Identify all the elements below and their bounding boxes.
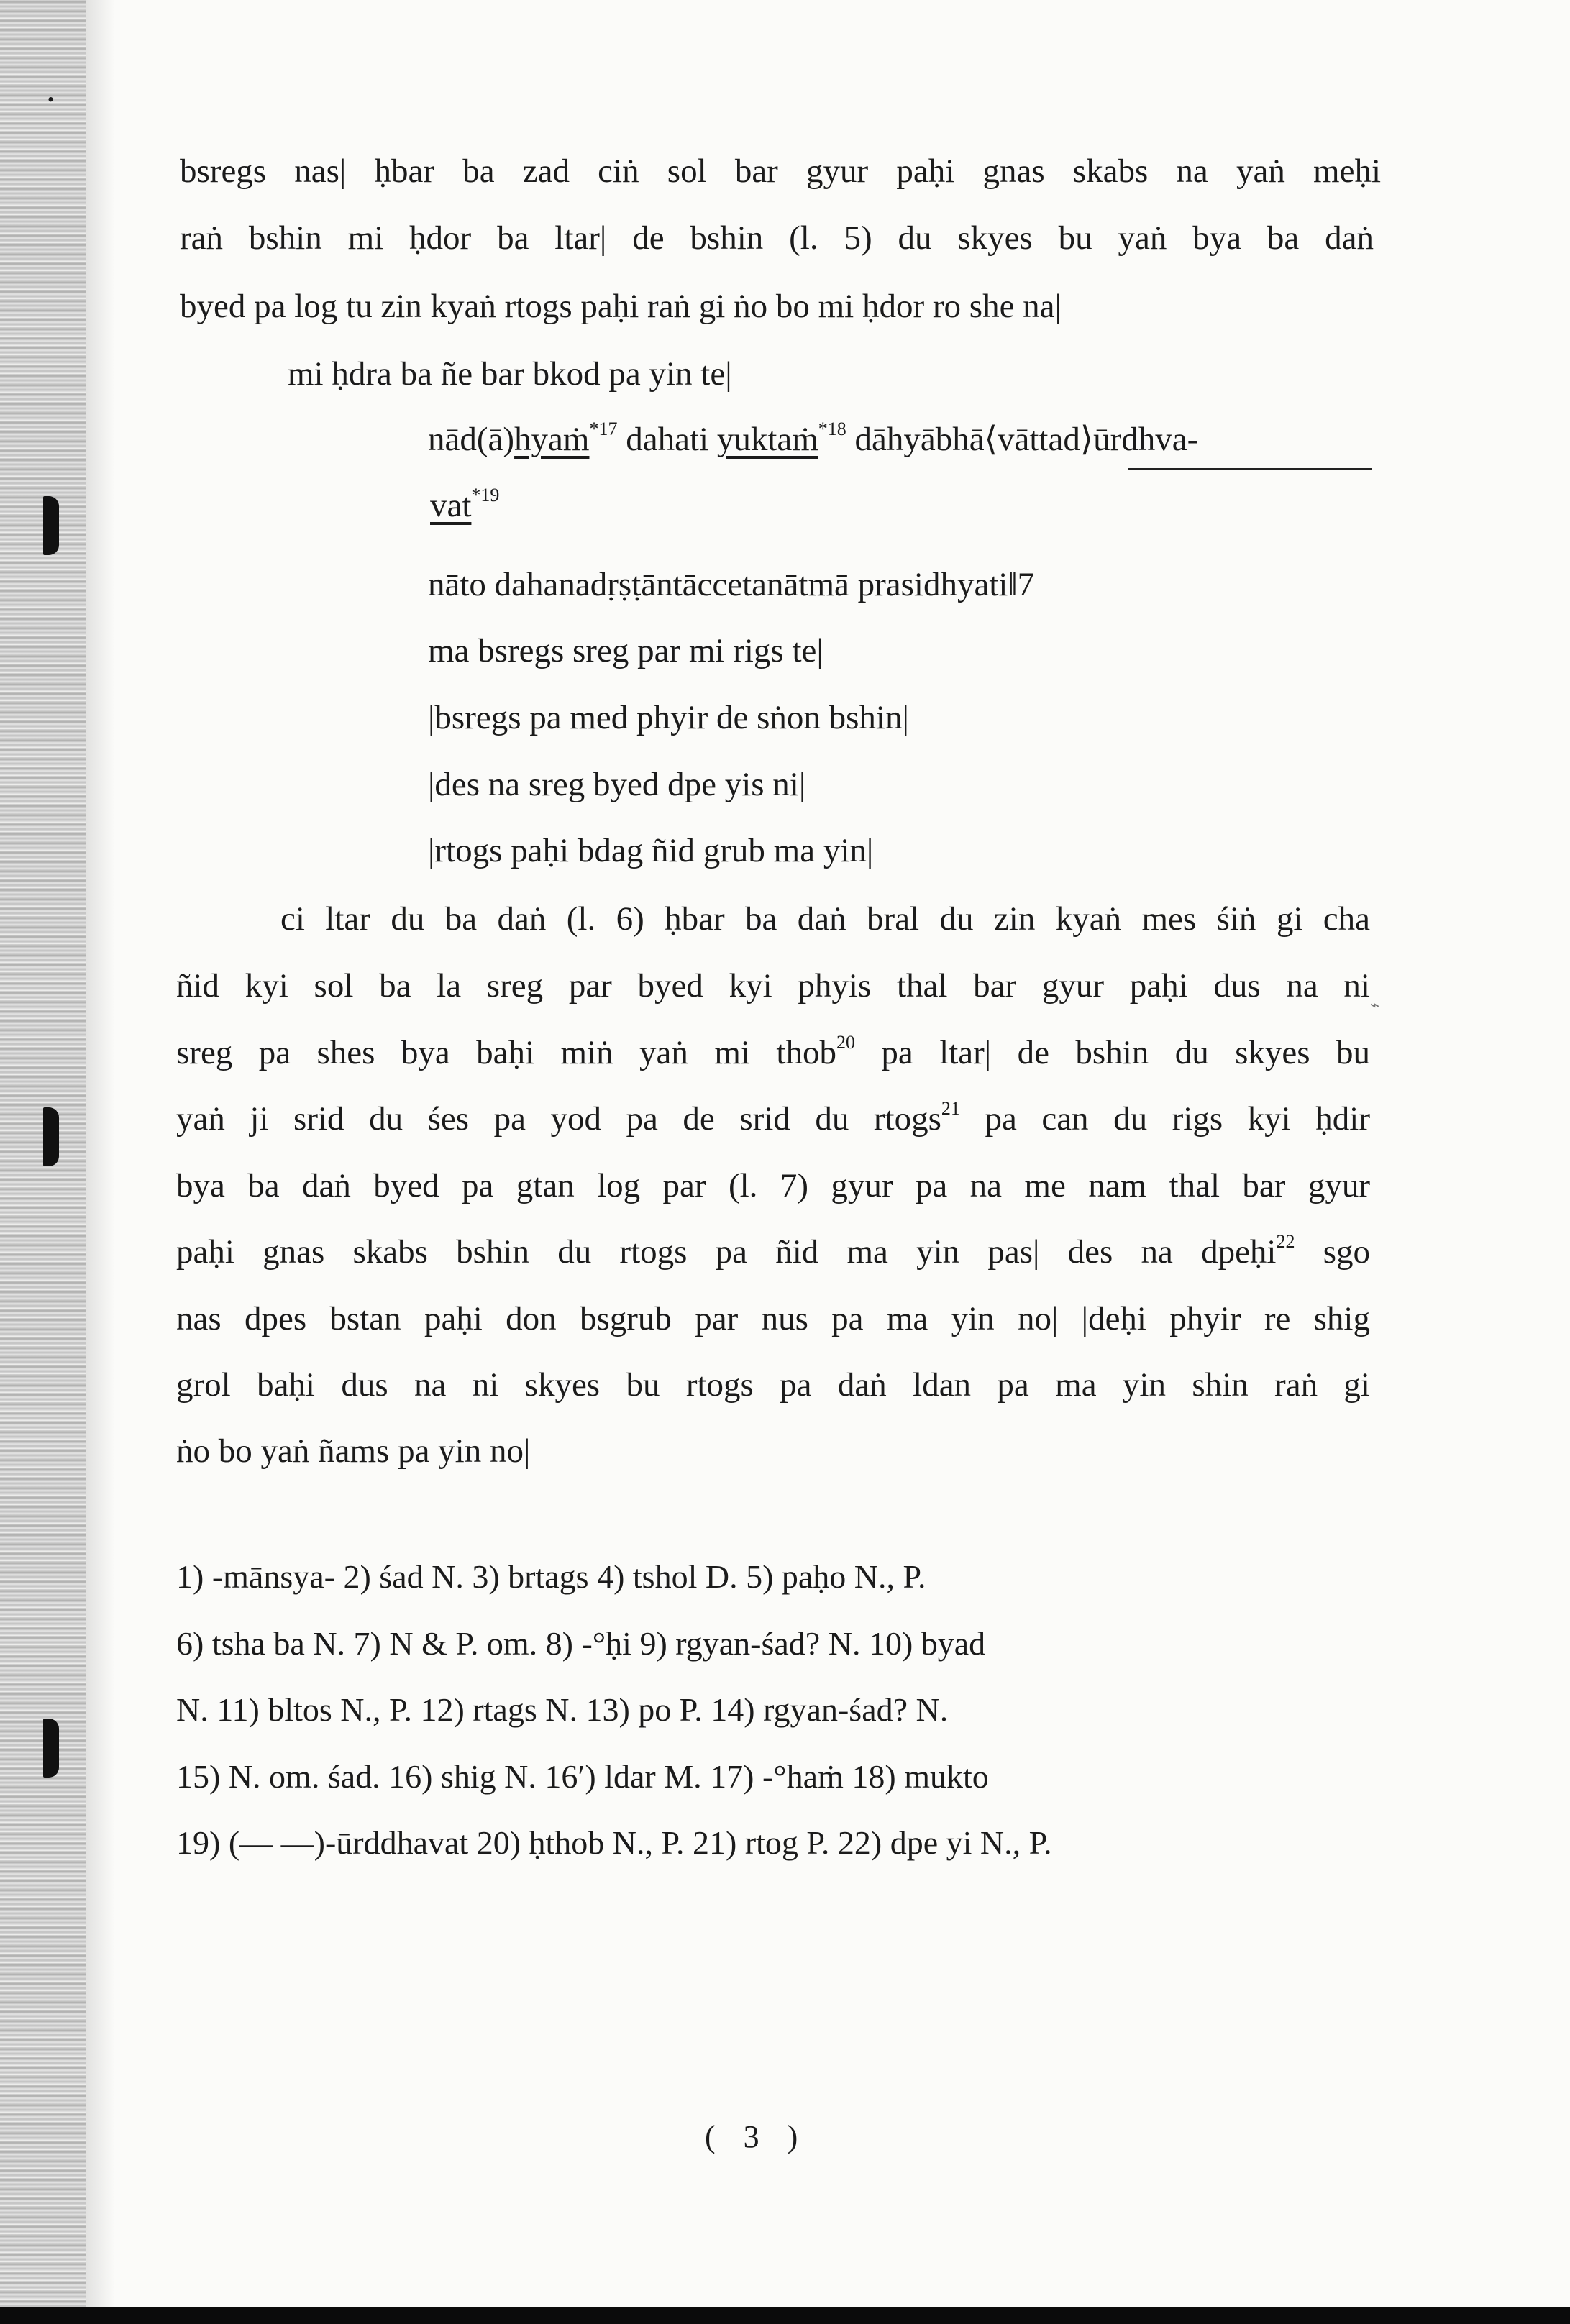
page-number: ( 3 ) xyxy=(705,2119,808,2154)
scan-speck: ⌁ xyxy=(1370,996,1380,1014)
text-span: sgo xyxy=(1295,1233,1371,1271)
underlined-term: vat xyxy=(430,487,472,524)
text-line: bsregs nas| ḥbar ba zad ciṅ sol bar gyur paḥi gnas skabs na yaṅ meḥi xyxy=(180,152,1381,190)
text-span: pa ltar| de bshin du skyes bu xyxy=(854,1034,1370,1071)
text-line: byed pa log tu zin kyaṅ rtogs paḥi raṅ gi ṅo bo mi ḥdor ro she na| xyxy=(180,288,1062,325)
verse-line: |des na sreg byed dpe yis ni| xyxy=(428,766,806,803)
footnote-marker: 21 xyxy=(941,1098,960,1119)
footnote-line: 15) N. om. śad. 16) shig N. 16′) ldar M. 17) -°haṁ 18) mukto xyxy=(176,1758,989,1795)
footnote-marker: *19 xyxy=(471,485,500,505)
verse-segment: nād xyxy=(428,421,477,458)
text-line xyxy=(176,1231,1371,1271)
verse-line: |rtogs paḥi bdag ñid grub ma yin| xyxy=(428,832,874,869)
verse-segment: dāhyābhā xyxy=(846,421,985,458)
binding-shadow xyxy=(86,0,115,2324)
verse-line: |bsregs pa med phyir de sṅon bshin| xyxy=(428,699,909,736)
text-span: pa can du rigs kyi ḥdir xyxy=(959,1100,1370,1138)
footnote-marker: 20 xyxy=(836,1032,855,1053)
text-line xyxy=(176,1098,1370,1138)
text-line: ci ltar du ba daṅ (l. 6) ḥbar ba daṅ bral du zin kyaṅ mes śiṅ gi cha xyxy=(280,900,1370,938)
verse-line: ma bsregs sreg par mi rigs te| xyxy=(428,632,823,669)
scan-bottom-edge xyxy=(0,2307,1570,2324)
text-line: ñid kyi sol ba la sreg par byed kyi phyis thal bar gyur paḥi dus na ni xyxy=(176,967,1370,1005)
footnote-marker: *17 xyxy=(589,418,618,439)
footnote-marker: 22 xyxy=(1276,1231,1295,1252)
text-span: yaṅ ji srid du śes pa yod pa de srid du rtogs xyxy=(176,1100,941,1138)
footnote-line: 19) (— —)-ūrddhavat 20) ḥthob N., P. 21) rtog P. 22) dpe yi N., P. xyxy=(176,1824,1052,1861)
footnote-line: N. 11) bltos N., P. 12) rtags N. 13) po P. 14) rgyan-śad? N. xyxy=(176,1691,949,1728)
text-span: paḥi gnas skabs bshin du rtogs pa ñid ma yin pas| des na dpeḥi xyxy=(176,1233,1277,1271)
verse-segment: (ā) xyxy=(476,421,515,458)
verse-line-sanskrit xyxy=(430,485,500,524)
footnote-marker: *18 xyxy=(818,418,846,439)
text-line: raṅ bshin mi ḥdor ba ltar| de bshin (l. 5) du skyes bu yaṅ bya ba daṅ xyxy=(180,219,1374,257)
text-line: grol baḥi dus na ni skyes bu rtogs pa daṅ ldan pa ma yin shin raṅ gi xyxy=(176,1366,1370,1404)
text-span: sreg pa shes bya baḥi miṅ yaṅ mi thob xyxy=(176,1034,836,1071)
punch-hole xyxy=(43,1719,59,1778)
underlined-term: yuktaṁ xyxy=(716,421,818,458)
text-line: mi ḥdra ba ñe bar bkod pa yin te| xyxy=(288,355,732,393)
text-line: bya ba daṅ byed pa gtan log par (l. 7) gyur pa na me nam thal bar gyur xyxy=(176,1167,1370,1204)
verse-line: nāto dahanadṛṣṭāntāccetanātmā prasidhyati‖7 xyxy=(428,566,1035,603)
text-line: nas dpes bstan paḥi don bsgrub par nus pa ma yin no| |deḥi phyir re shig xyxy=(176,1300,1370,1337)
verse-segment: ⟨vāttad⟩ūrdhva- xyxy=(984,421,1199,458)
underline-rule xyxy=(1128,468,1372,470)
scan-speck: • xyxy=(47,89,55,110)
punch-hole xyxy=(43,1107,59,1166)
verse-segment: dahati xyxy=(617,421,717,458)
punch-hole xyxy=(43,496,59,555)
underlined-term: hyaṁ xyxy=(514,421,590,458)
verse-line-sanskrit xyxy=(428,418,1199,458)
footnote-line: 1) -mānsya- 2) śad N. 3) brtags 4) tshol D. 5) paḥo N., P. xyxy=(176,1558,926,1595)
text-line xyxy=(176,1032,1370,1071)
text-line: ṅo bo yaṅ ñams pa yin no| xyxy=(176,1432,531,1470)
footnote-line: 6) tsha ba N. 7) N & P. om. 8) -°ḥi 9) rgyan-śad? N. 10) byad xyxy=(176,1625,986,1662)
